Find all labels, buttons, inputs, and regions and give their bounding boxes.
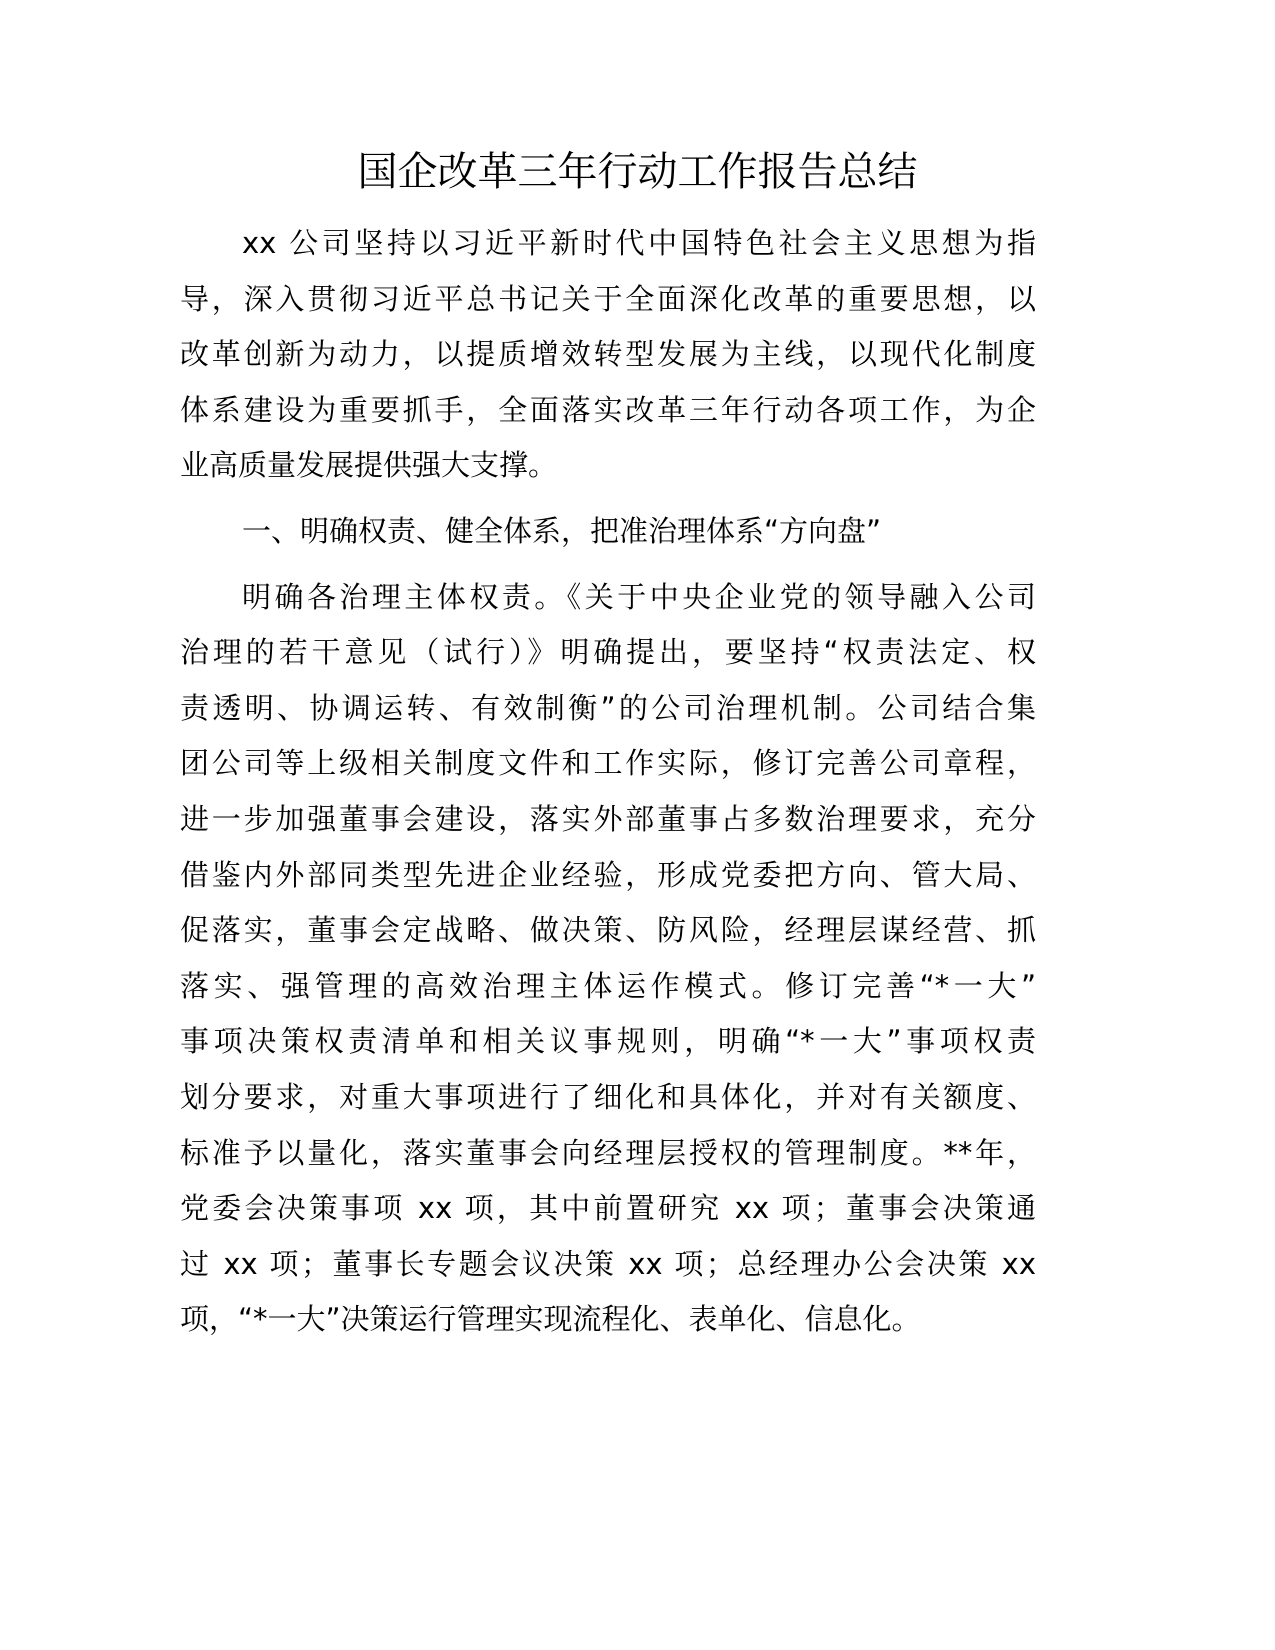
- section-heading: [180, 504, 1036, 560]
- text-line: 明确各治理主体权责。《关于中央企业党的领导融入公司: [242, 579, 1036, 614]
- text-line: 落实、强管理的高效治理主体运作模式。修订完善“*一大”: [180, 968, 1036, 1003]
- paragraph: [180, 570, 1036, 1348]
- text-line: 一、明确权责、健全体系，把准治理体系“方向盘”: [242, 513, 882, 548]
- paragraph: [180, 216, 1036, 494]
- text-line: 导，深入贯彻习近平总书记关于全面深化改革的重要思想，以: [180, 281, 1036, 316]
- text-line: xx 公司坚持以习近平新时代中国特色社会主义思想为指: [242, 226, 1036, 260]
- document-body: [180, 216, 1036, 1348]
- text-line: 进一步加强董事会建设，落实外部董事占多数治理要求，充分: [180, 801, 1036, 836]
- text-line: 责透明、协调运转、有效制衡”的公司治理机制。公司结合集: [180, 690, 1036, 725]
- text-line: 治理的若干意见（试行）》明确提出，要坚持“权责法定、权: [180, 635, 1036, 670]
- document-title: 国企改革三年行动工作报告总结: [357, 149, 918, 195]
- text-line: 过 xx 项；董事长专题会议决策 xx 项；总经理办公会决策 xx: [180, 1246, 1036, 1281]
- text-line: 团公司等上级相关制度文件和工作实际，修订完善公司章程，: [180, 746, 1036, 781]
- paragraph-gap: [180, 560, 1036, 570]
- text-line: 党委会决策事项 xx 项，其中前置研究 xx 项；董事会决策通: [180, 1191, 1036, 1226]
- text-line: 业高质量发展提供强大支撑。: [180, 448, 558, 483]
- text-line: 项，“*一大”决策运行管理实现流程化、表单化、信息化。: [180, 1302, 921, 1337]
- text-line: 标准予以量化，落实董事会向经理层授权的管理制度。**年，: [180, 1135, 1036, 1170]
- paragraph-gap: [180, 494, 1036, 504]
- text-line: 事项决策权责清单和相关议事规则，明确“*一大”事项权责: [180, 1024, 1036, 1059]
- text-line: 划分要求，对重大事项进行了细化和具体化，并对有关额度、: [180, 1079, 1036, 1114]
- text-line: 改革创新为动力，以提质增效转型发展为主线，以现代化制度: [180, 337, 1036, 372]
- text-line: 促落实，董事会定战略、做决策、防风险，经理层谋经营、抓: [180, 913, 1036, 948]
- text-line: 借鉴内外部同类型先进企业经验，形成党委把方向、管大局、: [180, 857, 1036, 892]
- text-line: 体系建设为重要抓手，全面落实改革三年行动各项工作，为企: [180, 392, 1036, 427]
